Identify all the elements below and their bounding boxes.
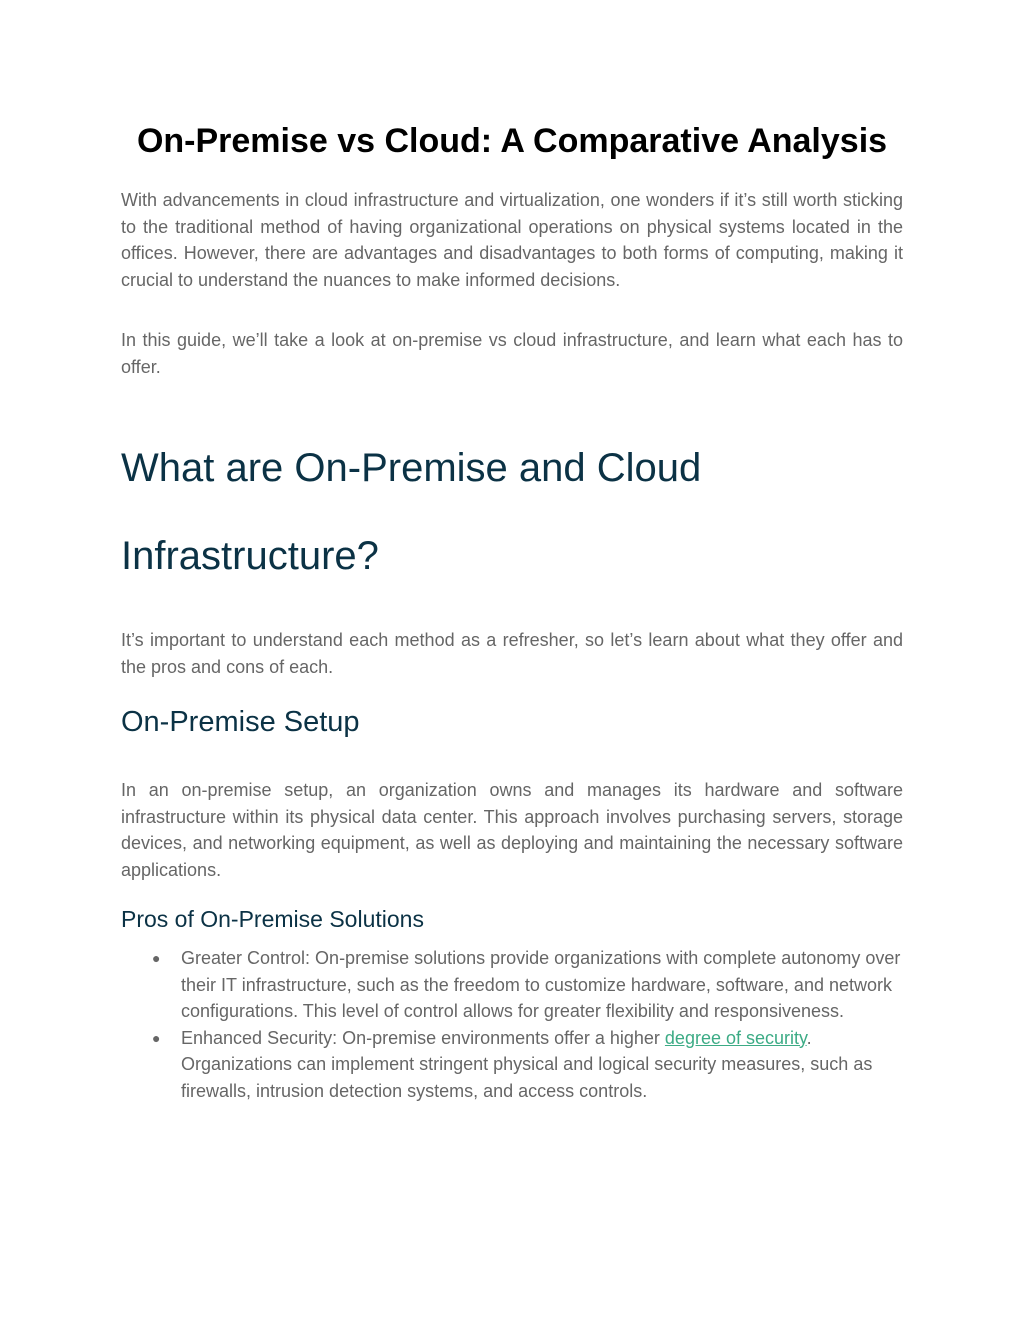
bullet-icon: ● bbox=[152, 950, 161, 966]
subsection-paragraph: In an on-premise setup, an organization owns and manages its hardware and software infrastructure within its physical data center. This approach involves purchasing servers, storage devices, and networking equipment, as well as deploying and maintaining the necessary software applications. bbox=[121, 780, 903, 880]
subsection-heading: On-Premise Setup bbox=[121, 706, 360, 738]
pros-item-text-start: Enhanced Security: On-premise environments offer a higher bbox=[181, 1027, 665, 1048]
section-paragraph: It’s important to understand each method as a refresher, so let’s learn about what they offer and the pros and cons of each. bbox=[121, 630, 903, 677]
section-heading-line-1: What are On-Premise and Cloud bbox=[121, 446, 702, 490]
list-item bbox=[121, 945, 903, 1025]
pros-list bbox=[121, 945, 903, 1104]
list-item bbox=[121, 1025, 903, 1105]
section-heading-line-2: Infrastructure? bbox=[121, 534, 379, 578]
pros-heading: Pros of On-Premise Solutions bbox=[121, 906, 424, 932]
document-title: On-Premise vs Cloud: A Comparative Analysis bbox=[136, 122, 888, 160]
intro-paragraph-1: With advancements in cloud infrastructure and virtualization, one wonders if it’s still worth sticking to the traditional method of having organizational operations on physical systems located in the offices. However, there are advantages and disadvantages to both forms of computing, making it crucial to understand the nuances to make informed decisions. bbox=[121, 190, 903, 290]
pros-item-text-end: . Organizations can implement stringent physical and logical security measures, such as firewalls, intrusion detection systems, and access controls. bbox=[181, 1027, 873, 1101]
degree-of-security-link[interactable]: degree of security bbox=[664, 1027, 807, 1048]
bullet-icon: ● bbox=[152, 1029, 161, 1046]
pros-item-text: Greater Control: On-premise solutions provide organizations with complete autonomy over their IT infrastructure, such as the freedom to customize hardware, software, and network configurations. This level of control allows for greater flexibility and responsiveness. bbox=[181, 948, 901, 1021]
intro-paragraph-2: In this guide, we’ll take a look at on-premise vs cloud infrastructure, and learn what each has to offer. bbox=[121, 330, 903, 377]
